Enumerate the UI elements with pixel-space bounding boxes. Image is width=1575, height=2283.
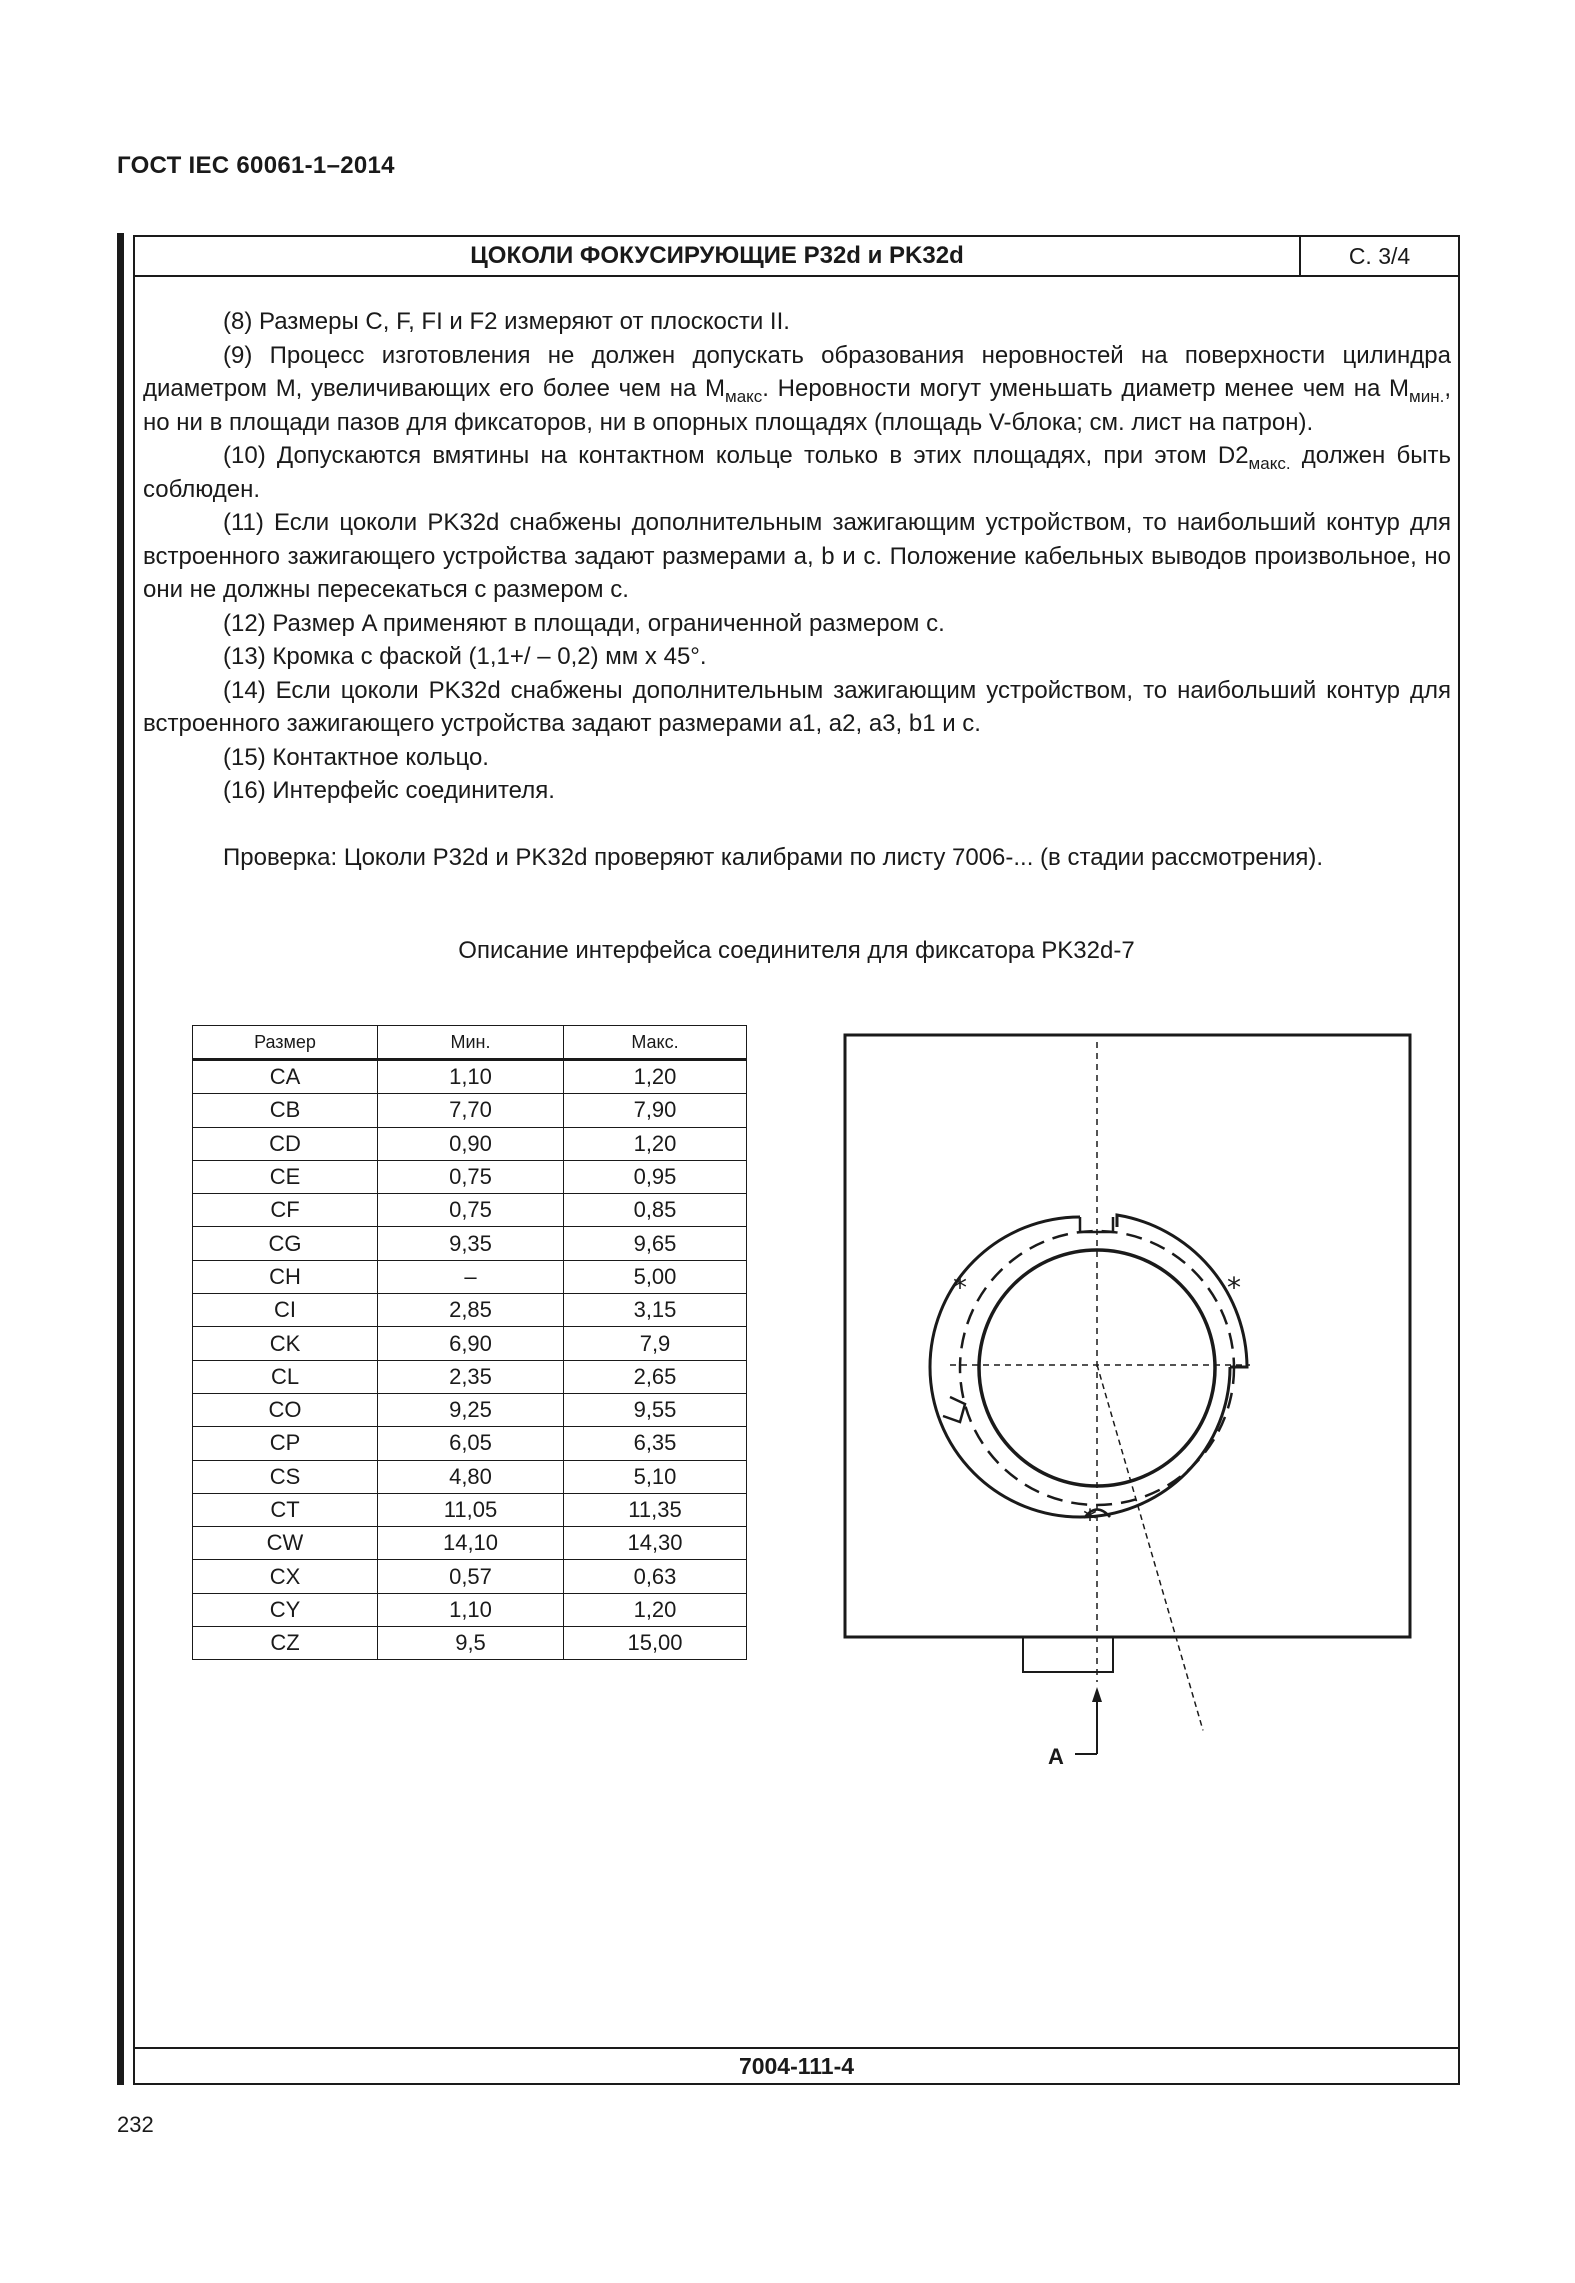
min-cell: 1,10 — [378, 1060, 564, 1094]
max-cell: 7,90 — [564, 1094, 747, 1127]
sheet-header — [135, 237, 1458, 277]
table-row — [193, 1560, 747, 1593]
table-row — [193, 1260, 747, 1293]
sheet-label: С. 3/4 — [1348, 243, 1411, 269]
min-cell: 9,25 — [378, 1393, 564, 1426]
size-cell: CK — [193, 1327, 378, 1360]
marker-asterisk-right: * — [1227, 1271, 1241, 1304]
min-cell: 6,90 — [378, 1327, 564, 1360]
sheet-footer-code: 7004-111-4 — [135, 2047, 1458, 2083]
table-row — [193, 1427, 747, 1460]
size-cell: CS — [193, 1460, 378, 1493]
min-cell: – — [378, 1260, 564, 1293]
max-cell: 11,35 — [564, 1493, 747, 1526]
check-note: Проверка: Цоколи P32d и PK32d проверяют калибрами по листу 7006-... (в стадии рассмотрения). — [223, 843, 1324, 871]
size-cell: CI — [193, 1294, 378, 1327]
table-row — [193, 1393, 747, 1426]
max-cell: 0,63 — [564, 1560, 747, 1593]
table-row — [193, 1094, 747, 1127]
angled-reference-line — [1097, 1365, 1203, 1731]
size-cell: CE — [193, 1160, 378, 1193]
max-cell: 0,95 — [564, 1160, 747, 1193]
interface-title: Описание интерфейса соединителя для фиксатора PK32d-7 — [458, 937, 1135, 964]
max-cell: 5,00 — [564, 1260, 747, 1293]
table-row — [193, 1194, 747, 1227]
sheet-title: ЦОКОЛИ ФОКУСИРУЮЩИЕ P32d и PK32d — [135, 237, 1301, 275]
min-cell: 1,10 — [378, 1593, 564, 1626]
min-cell: 9,5 — [378, 1627, 564, 1660]
note-13: (13) Кромка с фаской (1,1+/ – 0,2) мм x 45°. — [223, 643, 707, 670]
size-cell: CX — [193, 1560, 378, 1593]
note-16: (16) Интерфейс соединителя. — [223, 777, 555, 804]
max-cell: 0,85 — [564, 1194, 747, 1227]
min-cell: 11,05 — [378, 1493, 564, 1526]
left-notch — [943, 1397, 965, 1422]
size-cell: CP — [193, 1427, 378, 1460]
note-10: (10) Допускаются вмятины на контактном кольце только в этих площадях, при этом $D2_{макс.}$ должен быть соблюден. — [143, 442, 1451, 503]
table-row — [193, 1160, 747, 1193]
size-cell: CL — [193, 1360, 378, 1393]
view-label: A — [1048, 1744, 1064, 1769]
margin-bar — [117, 233, 124, 2085]
min-cell: 0,75 — [378, 1160, 564, 1193]
min-cell: 7,70 — [378, 1094, 564, 1127]
size-cell: CZ — [193, 1627, 378, 1660]
note-9: (9) Процесс изготовления не должен допускать образования неровностей на поверхности цилиндра диаметром M, увеличивающих его более чем на $M_{макс}$. Неровности могут уменьшать диаметр менее чем на $M_{мин.}$, но ни в площади пазов для фиксаторов, ни в опорных площадях (площадь V-блока; см. лист на патрон). — [143, 341, 1452, 436]
table-row — [193, 1593, 747, 1626]
header-min: Мин. — [378, 1026, 564, 1060]
table-body — [193, 1060, 747, 1660]
table-header-row — [193, 1026, 747, 1060]
table-row — [193, 1227, 747, 1260]
table-row — [193, 1127, 747, 1160]
size-cell: CB — [193, 1094, 378, 1127]
table-row — [193, 1527, 747, 1560]
size-cell: CF — [193, 1194, 378, 1227]
max-cell: 3,15 — [564, 1294, 747, 1327]
max-cell: 15,00 — [564, 1627, 747, 1660]
min-cell: 14,10 — [378, 1527, 564, 1560]
max-cell: 1,20 — [564, 1593, 747, 1626]
note-15: (15) Контактное кольцо. — [223, 743, 489, 771]
standard-code: ГОСТ IEC 60061-1–2014 — [117, 152, 395, 179]
note-12: (12) Размер A применяют в площади, ограниченной размером c. — [223, 609, 945, 637]
size-cell: CA — [193, 1060, 378, 1094]
table-row — [193, 1327, 747, 1360]
min-cell: 2,35 — [378, 1360, 564, 1393]
size-cell: CT — [193, 1493, 378, 1526]
size-cell: CG — [193, 1227, 378, 1260]
size-cell: CY — [193, 1593, 378, 1626]
max-cell: 5,10 — [564, 1460, 747, 1493]
min-cell: 2,85 — [378, 1294, 564, 1327]
header-max: Макс. — [564, 1026, 747, 1060]
min-cell: 4,80 — [378, 1460, 564, 1493]
notes-block — [143, 305, 1451, 874]
max-cell: 7,9 — [564, 1327, 747, 1360]
max-cell: 6,35 — [564, 1427, 747, 1460]
min-cell: 0,57 — [378, 1560, 564, 1593]
sheet-frame — [133, 235, 1460, 2085]
table-row — [193, 1294, 747, 1327]
max-cell: 9,65 — [564, 1227, 747, 1260]
table-row — [193, 1060, 747, 1094]
note-11: (11) Если цоколи PK32d снабжены дополнительным зажигающим устройством, то наибольший контур для встроенного зажигающего устройства задают размерами a, b и c. Положение кабельных выводов произвольное, но они не должны пересекаться с размером c. — [143, 509, 1451, 603]
max-cell: 2,65 — [564, 1360, 747, 1393]
max-cell: 14,30 — [564, 1527, 747, 1560]
note-8: (8) Размеры C, F, FI и F2 измеряют от плоскости II. — [223, 308, 790, 335]
marker-asterisk-left: * — [953, 1271, 967, 1304]
size-cell: CH — [193, 1260, 378, 1293]
max-cell: 1,20 — [564, 1060, 747, 1094]
size-cell: CW — [193, 1527, 378, 1560]
dimensions-table — [192, 1025, 747, 1660]
view-arrow-head — [1092, 1687, 1102, 1702]
max-cell: 9,55 — [564, 1393, 747, 1426]
size-cell: CD — [193, 1127, 378, 1160]
marker-asterisk-bottom: * — [1083, 1503, 1097, 1536]
header-size: Размер — [193, 1026, 378, 1060]
table-row — [193, 1627, 747, 1660]
outer-square — [845, 1035, 1410, 1637]
note-14: (14) Если цоколи PK32d снабжены дополнительным зажигающим устройством, то наибольший контур для встроенного зажигающего устройства задают размерами a1, a2, a3, b1 и c. — [143, 676, 1451, 737]
min-cell: 9,35 — [378, 1227, 564, 1260]
min-cell: 6,05 — [378, 1427, 564, 1460]
table-row — [193, 1360, 747, 1393]
size-cell: CO — [193, 1393, 378, 1426]
bottom-tab — [1023, 1637, 1113, 1672]
table-row — [193, 1493, 747, 1526]
min-cell: 0,90 — [378, 1127, 564, 1160]
page-number: 232 — [117, 2112, 154, 2137]
max-cell: 1,20 — [564, 1127, 747, 1160]
min-cell: 0,75 — [378, 1194, 564, 1227]
connector-interface-drawing — [835, 1032, 1435, 1792]
table-row — [193, 1460, 747, 1493]
